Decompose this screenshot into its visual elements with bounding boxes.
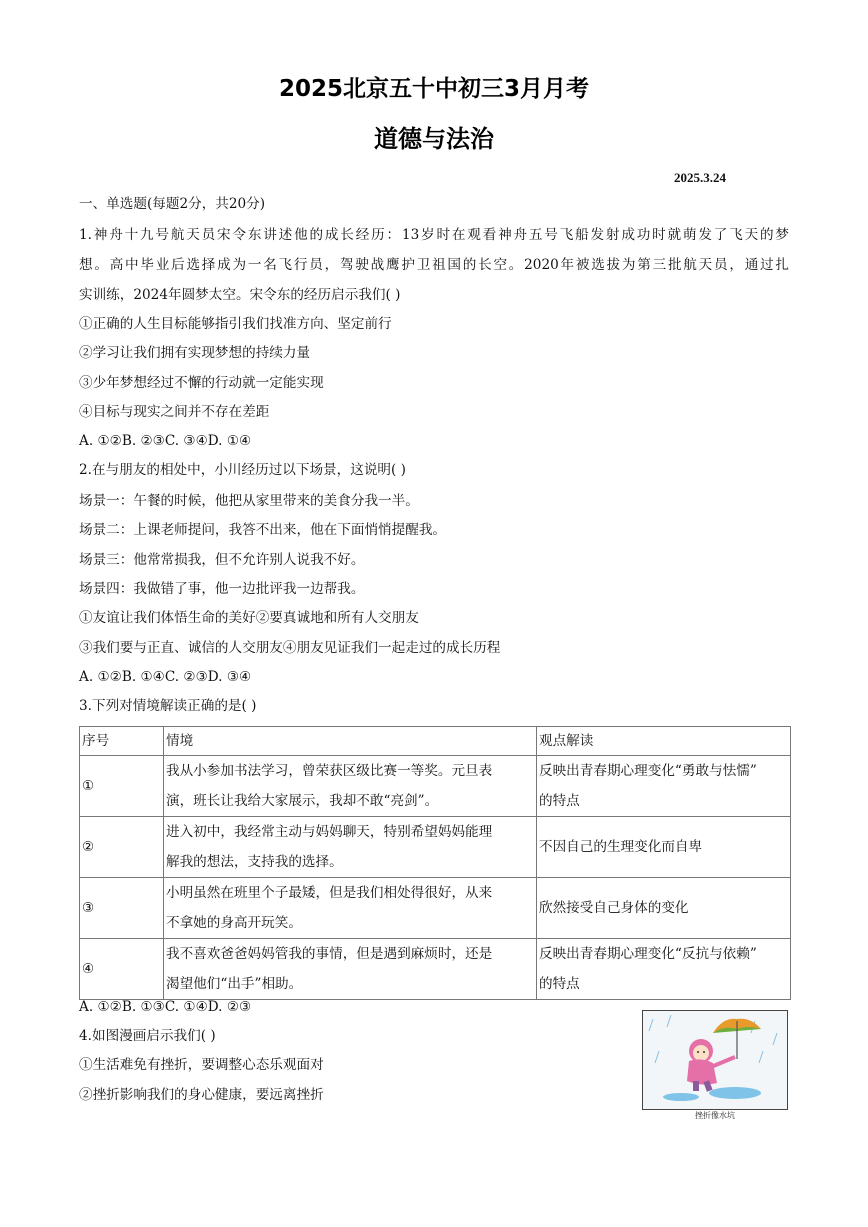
situation-line: 我从小参加书法学习，曾荣获区级比赛一等奖。元旦表 xyxy=(166,763,493,779)
interpretation-line: 的特点 xyxy=(539,793,580,809)
q2-scene-4: 场景四：我做错了事，他一边批评我一边帮我。 xyxy=(79,581,365,597)
row-num: ④ xyxy=(80,939,164,1000)
q1-options: A. ①②B. ②③C. ③④D. ①④ xyxy=(79,433,252,449)
situation-line: 解我的想法，支持我的选择。 xyxy=(166,854,343,870)
exam-subject: 道德与法治 xyxy=(374,125,494,153)
q4-stem: 4.如图漫画启示我们( ) xyxy=(79,1028,216,1044)
comic-girl-umbrella-image xyxy=(643,1011,787,1109)
q2-options: A. ①②B. ①④C. ②③D. ③④ xyxy=(79,669,252,685)
q1-stem-line-1: 1.神舟十九号航天员宋令东讲述他的成长经历：13岁时在观看神舟五号飞船发射成功时就萌发了飞天的梦 xyxy=(79,227,789,243)
q1-item-1: ①正确的人生目标能够指引我们找准方向、坚定前行 xyxy=(79,316,392,332)
table-row xyxy=(80,817,791,878)
q1-item-3: ③少年梦想经过不懈的行动就一定能实现 xyxy=(79,375,324,391)
q1-stem-line-3: 实训练，2024年圆梦太空。宋令东的经历启示我们( ) xyxy=(79,287,401,303)
exam-date: 2025.3.24 xyxy=(674,170,726,185)
row-num: ③ xyxy=(80,878,164,939)
row-situation xyxy=(164,878,537,939)
q3-stem: 3.下列对情境解读正确的是( ) xyxy=(79,698,257,714)
interpretation-line: 反映出青春期心理变化“反抗与依赖” xyxy=(539,946,757,962)
q2-item-2: ③我们要与正直、诚信的人交朋友④朋友见证我们一起走过的成长历程 xyxy=(79,640,501,656)
interpretation-line: 反映出青春期心理变化“勇敢与怯懦” xyxy=(539,763,757,779)
q4-item-2: ②挫折影响我们的身心健康，要远离挫折 xyxy=(79,1087,324,1103)
puddle-small xyxy=(663,1093,699,1101)
row-interpretation xyxy=(537,756,791,817)
q2-scene-1: 场景一：午餐的时候，他把从家里带来的美食分我一半。 xyxy=(79,493,419,509)
table-row xyxy=(80,939,791,1000)
q2-stem: 2.在与朋友的相处中，小川经历过以下场景，这说明( ) xyxy=(79,462,406,478)
row-situation xyxy=(164,756,537,817)
row-situation xyxy=(164,939,537,1000)
row-num: ② xyxy=(80,817,164,878)
situation-line: 小明虽然在班里个子最矮，但是我们相处得很好，从来 xyxy=(166,885,493,901)
q3-options: A. ①②B. ①③C. ①④D. ②③ xyxy=(79,999,252,1015)
q1-item-4: ④目标与现实之间并不存在差距 xyxy=(79,404,270,420)
row-num: ① xyxy=(80,756,164,817)
exam-title: 2025北京五十中初三3月月考 xyxy=(278,76,590,102)
section-heading: 一、单选题(每题2分，共20分) xyxy=(79,196,266,212)
comic-illustration xyxy=(642,1010,788,1110)
q2-scene-2: 场景二：上课老师提问，我答不出来，他在下面悄悄提醒我。 xyxy=(79,522,447,538)
q1-stem-line-2: 想。高中毕业后选择成为一名飞行员，驾驶战鹰护卫祖国的长空。2020年被选拔为第三批航天员，通过扎 xyxy=(79,257,789,273)
raincoat xyxy=(687,1059,717,1084)
row-interpretation: 不因自己的生理变化而自卑 xyxy=(537,817,791,878)
situation-line: 演，班长让我给大家展示，我却不敢“亮剑”。 xyxy=(166,793,439,809)
situation-line: 进入初中，我经常主动与妈妈聊天，特别希望妈妈能理 xyxy=(166,824,493,840)
q2-item-1: ①友谊让我们体悟生命的美好②要真诚地和所有人交朋友 xyxy=(79,610,419,626)
situation-line: 渴望他们“出手”相助。 xyxy=(166,976,303,992)
q3-table xyxy=(79,726,791,1000)
puddle xyxy=(709,1087,761,1099)
table-header-row xyxy=(80,727,791,756)
comic-caption: 挫折像水坑 xyxy=(695,1111,735,1120)
situation-line: 我不喜欢爸爸妈妈管我的事情，但是遇到麻烦时，还是 xyxy=(166,946,493,962)
header-situation: 情境 xyxy=(164,727,537,756)
row-interpretation xyxy=(537,939,791,1000)
header-interpretation: 观点解读 xyxy=(537,727,791,756)
q4-item-1: ①生活难免有挫折，要调整心态乐观面对 xyxy=(79,1057,324,1073)
table-row xyxy=(80,756,791,817)
interpretation-line: 的特点 xyxy=(539,976,580,992)
table-row xyxy=(80,878,791,939)
situation-line: 不拿她的身高开玩笑。 xyxy=(166,915,302,931)
q1-item-2: ②学习让我们拥有实现梦想的持续力量 xyxy=(79,345,311,361)
row-interpretation: 欣然接受自己身体的变化 xyxy=(537,878,791,939)
row-situation xyxy=(164,817,537,878)
q2-scene-3: 场景三：他常常损我，但不允许别人说我不好。 xyxy=(79,552,365,568)
header-num: 序号 xyxy=(80,727,164,756)
